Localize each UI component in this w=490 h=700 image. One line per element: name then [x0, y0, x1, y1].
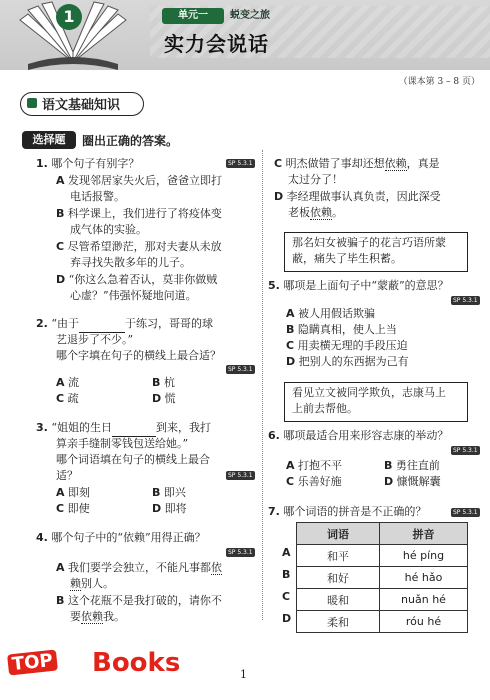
option-c-cont: 太过分了！: [288, 173, 343, 186]
quoted-sentence-line1: 那名妇女被骗子的花言巧语所蒙: [292, 236, 446, 249]
question-1: [36, 156, 139, 172]
option-c[interactable]: C 乐善好施: [286, 475, 342, 488]
question-3-line2: 算亲手缝制零钱包送给她。”: [56, 437, 189, 450]
option-d[interactable]: D 慷慨解囊: [384, 475, 441, 488]
option-b[interactable]: B 这个花瓶不是我打破的，请你不: [56, 594, 222, 607]
table-row[interactable]: 柔和 róu hé: [297, 611, 468, 633]
option-d[interactable]: D 李经理做事认真负责，因此深受: [274, 190, 441, 203]
question-5: 5. 哪项是上面句子中“蒙蔽”的意思？: [268, 279, 449, 292]
sp-badge: SP 5.3.1: [228, 160, 253, 167]
option-b[interactable]: B 杭: [152, 376, 175, 389]
table-row[interactable]: 暖和 nuǎn hé: [297, 589, 468, 611]
option-d-cont: 老板依赖。: [288, 206, 343, 219]
option-a[interactable]: A 打抱不平: [286, 459, 343, 472]
option-b[interactable]: B 勇往直前: [384, 459, 440, 472]
sp-badge: SP 5.3.1: [228, 549, 253, 556]
answer-blank[interactable]: [112, 420, 156, 437]
section-bullet-icon: [27, 98, 37, 108]
option-a[interactable]: A 流: [56, 376, 80, 389]
question-2: 2. “由于 于练习，哥哥的球: [36, 316, 213, 333]
option-b[interactable]: B 隐瞒真相，使人上当: [286, 323, 397, 336]
option-d[interactable]: D “你这么急着否认，莫非你做贼: [56, 273, 218, 286]
unit-subtitle: 蜕变之旅: [230, 10, 270, 21]
pinyin-table: [296, 522, 468, 633]
textbook-page-reference: （课本第 3 – 8 页）: [398, 77, 480, 87]
option-a[interactable]: A 即刻: [56, 486, 91, 499]
option-c[interactable]: C 明杰做错了事却还想依赖，真是: [274, 157, 440, 170]
option-b[interactable]: B 科学课上，我们进行了将疫体变: [56, 207, 222, 220]
row-label-d[interactable]: D: [282, 612, 292, 625]
question-6: 6. 哪项最适合用来形容志康的举动？: [268, 429, 449, 442]
option-d-cont: 心虚？”伟强怀疑地问道。: [70, 289, 197, 302]
page-title: 实力会说话: [164, 32, 269, 56]
row-label-c[interactable]: C: [282, 590, 291, 603]
option-a[interactable]: A 发现邻居家失火后，爸爸立即打: [56, 174, 223, 187]
question-number: 1.: [36, 157, 48, 170]
table-row[interactable]: 和平 hé píng: [297, 545, 468, 567]
option-d[interactable]: D 慌: [152, 392, 176, 405]
option-b-cont: 要依赖我。: [70, 610, 125, 623]
column-header-word: 词语: [297, 523, 380, 545]
question-7: 7. 哪个词语的拼音是不正确的？: [268, 505, 427, 518]
sp-badge: SP 5.3.1: [453, 509, 478, 516]
option-d[interactable]: D 把别人的东西据为己有: [286, 355, 409, 368]
sp-badge: SP 5.3.1: [228, 472, 253, 479]
sp-badge: SP 5.3.1: [228, 366, 253, 373]
row-label-a[interactable]: A: [282, 546, 291, 559]
question-2-line2: 艺退步了不少。”: [56, 333, 134, 346]
option-c[interactable]: C 疏: [56, 392, 79, 405]
question-type-tag: 选择题: [22, 131, 76, 149]
question-4: 4. 哪个句子中的“依赖”用得正确？: [36, 531, 206, 544]
question-3-line4: 适？: [56, 469, 78, 482]
column-divider: [262, 150, 264, 620]
option-c[interactable]: C 用卖横无理的手段压迫: [286, 339, 408, 352]
answer-blank[interactable]: [79, 316, 125, 333]
question-3: 3. “姐姐的生日 到来，我打: [36, 420, 211, 437]
option-a-cont: 赖别人。: [70, 577, 114, 590]
table-row[interactable]: 和好 hé hǎo: [297, 567, 468, 589]
option-c[interactable]: C 即使: [56, 502, 90, 515]
sp-badge: SP 5.3.1: [453, 447, 478, 454]
option-d[interactable]: D 即将: [152, 502, 187, 515]
quoted-sentence-line2: 蔽，痛失了毕生积蓄。: [292, 252, 402, 265]
option-b[interactable]: B 即兴: [152, 486, 186, 499]
lesson-number-badge: 1: [56, 4, 82, 30]
watermark-logo-books: Books: [92, 648, 181, 678]
quoted-sentence-line1: 看见立文被同学欺负，志康马上: [292, 386, 446, 399]
section-title: 语文基础知识: [42, 98, 121, 113]
watermark-logo-top: TOP: [7, 650, 58, 676]
question-stem: 哪个句子有别字？: [51, 157, 140, 170]
option-c[interactable]: C 尽管希望渺茫，那对夫妻从未放: [56, 240, 222, 253]
option-c-cont: 弃寻找失散多年的儿子。: [70, 256, 191, 269]
option-a-cont: 电话报警。: [70, 190, 125, 203]
quoted-sentence-line2: 上前去帮他。: [292, 402, 358, 415]
option-a[interactable]: A 被人用假话欺骗: [286, 307, 376, 320]
instruction-text: 圈出正确的答案。: [82, 134, 179, 148]
unit-label: 单元一: [162, 8, 224, 24]
row-label-b[interactable]: B: [282, 568, 291, 581]
question-2-line3: 哪个字填在句子的横线上最合适？: [56, 349, 221, 362]
column-header-pinyin: 拼音: [380, 523, 468, 545]
page-number: 1: [240, 668, 247, 681]
option-a[interactable]: A 我们要学会独立，不能凡事都依: [56, 561, 223, 574]
sp-badge: SP 5.3.1: [453, 297, 478, 304]
option-b-cont: 成气体的实验。: [70, 223, 147, 236]
question-3-line3: 哪个词语填在句子的横线上最合: [56, 453, 210, 466]
table-header-row: [297, 523, 468, 545]
